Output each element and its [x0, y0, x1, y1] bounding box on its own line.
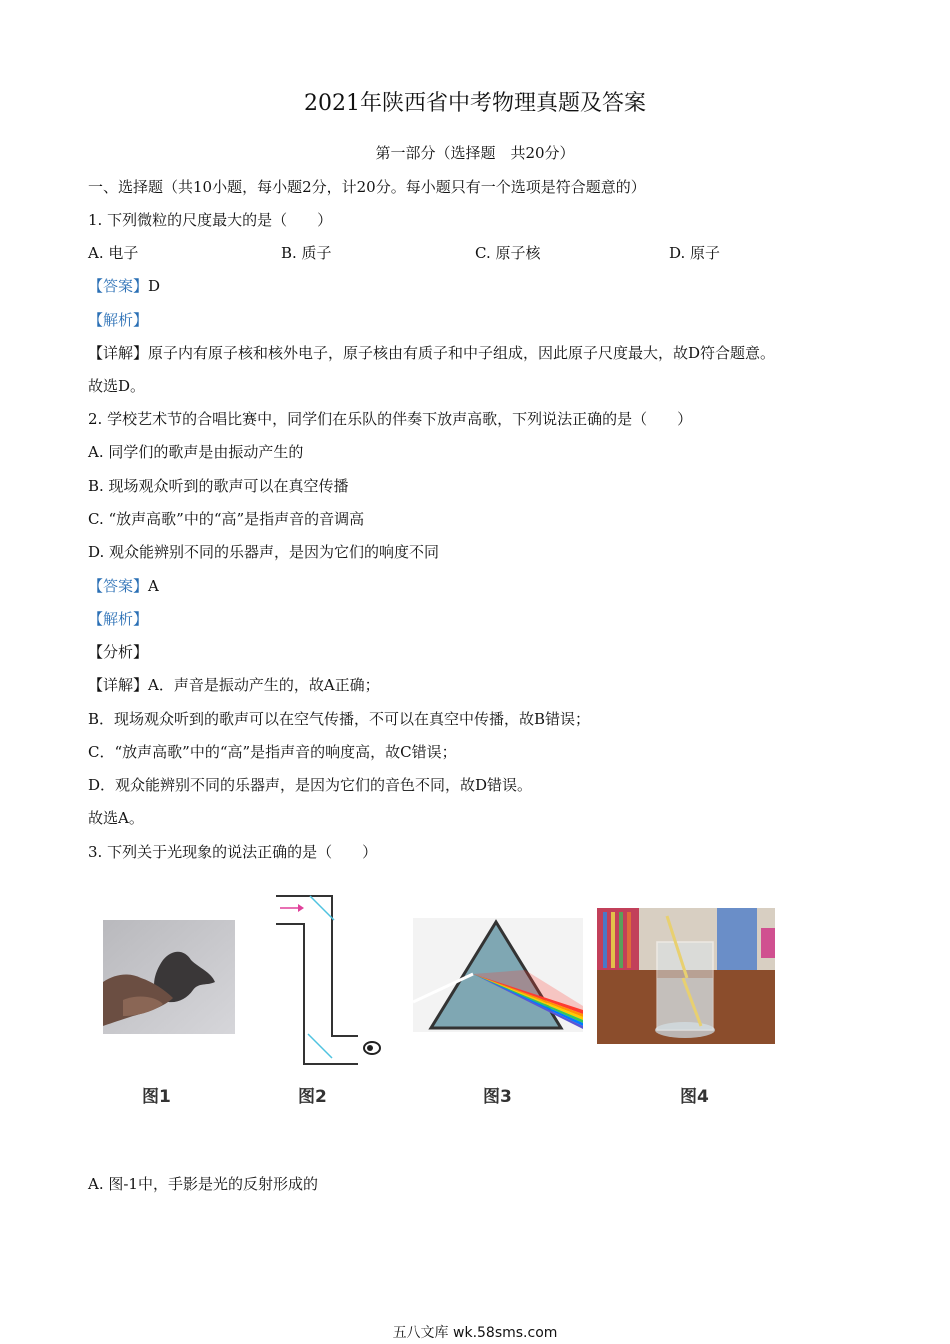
- q1-conclusion: 故选D。: [88, 377, 146, 395]
- q2-detail-c: C．“放声高歌”中的“高”是指声音的响度高，故C错误；: [88, 743, 457, 761]
- figure-4-straw-in-water: [597, 908, 775, 1044]
- q2-option-b: B. 现场观众听到的歌声可以在真空传播: [88, 477, 349, 495]
- q2-fenxi-tag: 【分析】: [88, 643, 149, 661]
- q1-option-a: A. 电子: [88, 244, 139, 262]
- answer-tag: 【答案】: [88, 277, 149, 295]
- q1-stem: 1. 下列微粒的尺度最大的是（ ）: [88, 211, 333, 229]
- q1-analysis-tag: 【解析】: [88, 311, 149, 329]
- q2-option-c: C. “放声高歌”中的“高”是指声音的音调高: [88, 510, 365, 528]
- figure-1-caption: 图1: [142, 1087, 171, 1107]
- figure-2-caption: 图2: [298, 1087, 327, 1107]
- q2-detail-a: 【详解】A．声音是振动产生的，故A正确；: [88, 676, 380, 694]
- document-title: 2021年陕西省中考物理真题及答案: [304, 91, 646, 116]
- q2-answer: [88, 576, 159, 596]
- figure-1-hand-shadow: [103, 920, 235, 1034]
- page-footer: 五八文库 wk.58sms.com: [392, 1325, 558, 1341]
- q2-stem: 2. 学校艺术节的合唱比赛中，同学们在乐队的伴奏下放声高歌，下列说法正确的是（ ）: [88, 410, 693, 428]
- q2-analysis-tag: 【解析】: [88, 610, 149, 628]
- q2-option-d: D. 观众能辨别不同的乐器声，是因为它们的响度不同: [88, 543, 440, 561]
- q1-option-b: B. 质子: [281, 244, 332, 262]
- figure-3-caption: 图3: [483, 1087, 512, 1107]
- q2-detail-b: B．现场观众听到的歌声可以在空气传播，不可以在真空中传播，故B错误；: [88, 710, 591, 728]
- q2-detail-d: D．观众能辨别不同的乐器声，是因为它们的音色不同，故D错误。: [88, 776, 533, 794]
- q1-option-d: D. 原子: [669, 244, 721, 262]
- q2-conclusion: 故选A。: [88, 809, 144, 827]
- answer-value: D: [148, 277, 161, 295]
- q3-stem: 3. 下列关于光现象的说法正确的是（ ）: [88, 843, 378, 861]
- q3-option-a: A. 图-1中，手影是光的反射形成的: [88, 1175, 318, 1193]
- figure-4-caption: 图4: [680, 1087, 709, 1107]
- q2-option-a: A. 同学们的歌声是由振动产生的: [88, 443, 304, 461]
- answer-tag: 【答案】: [88, 577, 149, 595]
- figure-2-periscope: [272, 888, 390, 1068]
- answer-value: A: [148, 577, 159, 595]
- q1-detail: 【详解】原子内有原子核和核外电子，原子核由有质子和中子组成，因此原子尺度最大，故D符合题意。: [88, 344, 776, 362]
- q1-answer: [88, 276, 160, 296]
- figure-3-prism-dispersion: [413, 918, 583, 1032]
- section-heading: 一、选择题（共10小题，每小题2分，计20分。每小题只有一个选项是符合题意的）: [88, 178, 646, 196]
- part-heading: 第一部分（选择题 共20分）: [375, 144, 575, 162]
- q1-option-c: C. 原子核: [475, 244, 541, 262]
